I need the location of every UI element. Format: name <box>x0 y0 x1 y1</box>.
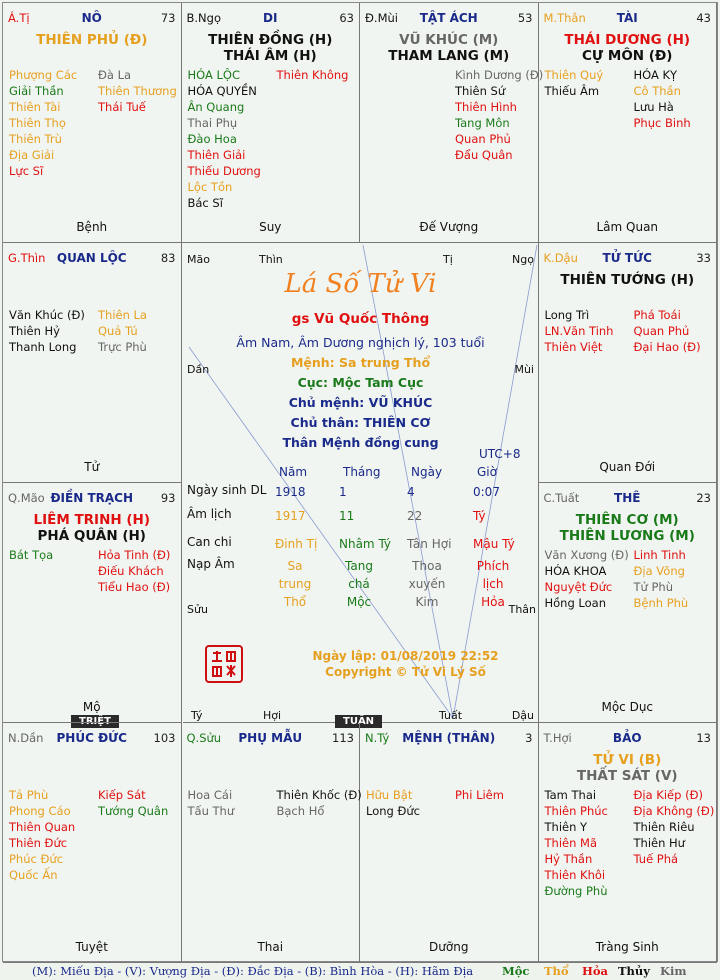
corner-ty: Tý <box>191 709 203 722</box>
table-cell: 1918 <box>275 485 306 499</box>
star-item: Đào Hoa <box>187 132 237 146</box>
palace-cell[interactable] <box>3 243 182 483</box>
star-item: Hồng Loan <box>544 596 607 610</box>
cell-stage: Tràng Sinh <box>595 940 659 954</box>
corner-than: Thân <box>508 603 536 616</box>
corner-suu: Sửu <box>187 603 208 616</box>
star-item: Lực Sĩ <box>9 164 44 178</box>
cell-stage: Tử <box>84 460 100 474</box>
star-item: HÓA QUYỀN <box>187 84 257 98</box>
star-item: Thiên La <box>98 308 147 322</box>
center-panel <box>183 243 539 723</box>
seal-stamp <box>205 645 243 683</box>
corner-ngo: Ngọ <box>512 253 534 266</box>
star-item: Quan Phủ <box>455 132 511 146</box>
cell-branch: Á.Tị <box>8 11 30 25</box>
cell-palace: THÊ <box>614 491 641 505</box>
main-star: THIÊN LƯƠNG (M) <box>559 528 695 544</box>
legend-tho: Thổ <box>544 964 569 978</box>
cell-age: 53 <box>517 11 533 25</box>
star-item: Thiếu Âm <box>544 84 600 98</box>
table-row-label: Nạp Âm <box>187 557 235 571</box>
main-star: CỰ MÔN (Đ) <box>582 48 673 64</box>
table-row-label: Ngày sinh DL <box>187 483 267 497</box>
cuc-line: Cục: Mộc Tam Cục <box>297 375 424 390</box>
cell-header <box>8 491 176 509</box>
table-cell: Nhâm Tý <box>339 537 392 551</box>
cell-header <box>8 251 176 269</box>
table-cell: 22 <box>407 509 423 523</box>
star-item: Điếu Khách <box>98 564 164 578</box>
table-col-header: Năm <box>279 465 308 479</box>
corner-ti: Tị <box>443 253 453 266</box>
owner-info: Âm Nam, Âm Dương nghịch lý, 103 tuổi <box>236 335 485 350</box>
cell-header <box>187 11 355 29</box>
cell-stage: Bệnh <box>76 220 108 234</box>
star-item: Địa Không (Đ) <box>633 804 715 818</box>
star-item: Thiên Quan <box>9 820 76 834</box>
stars-right <box>455 787 504 803</box>
legend-thuy: Thủy <box>618 964 650 978</box>
star-item: Thiên Trù <box>9 132 62 146</box>
star-item: Bệnh Phù <box>633 596 689 610</box>
star-item: Cô Thần <box>633 84 681 98</box>
cell-age: 63 <box>339 11 354 25</box>
star-item: Thiên Thọ <box>9 116 66 130</box>
star-item: Phúc Đức <box>9 852 64 866</box>
star-item: HÓA LỘC <box>187 68 241 82</box>
cell-header <box>365 11 533 29</box>
corner-tuat: Tuất <box>439 709 463 722</box>
star-item: Tuế Phá <box>633 852 679 866</box>
horoscope-chart <box>2 2 718 962</box>
cell-age: 113 <box>332 731 354 745</box>
stars-right <box>277 67 349 83</box>
table-col-header: Ngày <box>411 465 443 479</box>
main-star: PHÁ QUÂN (H) <box>37 528 146 544</box>
star-item: Nguyệt Đức <box>544 580 613 594</box>
menh-line: Mệnh: Sa trung Thổ <box>290 355 431 370</box>
star-item: Thanh Long <box>9 340 77 354</box>
table-col-header: Giờ <box>477 465 497 479</box>
than-menh-line: Thân Mệnh đồng cung <box>282 435 439 450</box>
cell-palace: TẬT ÁCH <box>419 11 478 25</box>
star-item: Linh Tinh <box>633 548 686 562</box>
palace-cell[interactable] <box>539 723 718 963</box>
star-item: Quan Phủ <box>633 324 690 338</box>
table-cell: Đinh Tị <box>275 537 318 551</box>
star-item: Quả Tú <box>98 324 138 338</box>
star-item: Phượng Các <box>9 68 78 82</box>
owner-name: gs Vũ Quốc Thông <box>291 311 430 327</box>
table-cell: 1 <box>339 485 347 499</box>
stars-right <box>634 67 691 131</box>
star-item: Long Đức <box>366 804 421 818</box>
stars-right <box>98 787 168 819</box>
stars-left <box>545 787 608 899</box>
stars-left <box>545 307 614 355</box>
cell-palace: MỆNH (THÂN) <box>402 731 496 745</box>
date-created: Ngày lập: 01/08/2019 22:52 <box>312 649 499 663</box>
cell-branch: T.Hợi <box>543 731 572 745</box>
cell-palace: PHỤ MẪU <box>238 731 303 745</box>
star-item: Phá Toái <box>633 308 681 322</box>
main-star: THIÊN PHỦ (Đ) <box>36 32 148 48</box>
star-item: Hỷ Thần <box>544 852 593 866</box>
main-star: THIÊN ĐỒNG (H) <box>208 32 333 48</box>
cell-age: 3 <box>525 731 533 745</box>
star-item: Thiên Hư <box>633 836 685 850</box>
stars-right <box>98 307 147 355</box>
cell-branch: M.Thân <box>543 11 586 25</box>
legend-text: (M): Miếu Địa - (V): Vượng Địa - (Đ): Đắc Địa - (B): Bình Hòa - (H): Hãm Địa <box>32 964 474 978</box>
palace-cell[interactable] <box>3 483 182 723</box>
star-item: Hoa Cái <box>187 788 233 802</box>
table-cell: Mậu Tý <box>473 537 515 551</box>
cell-age: 23 <box>696 491 711 505</box>
stars-left <box>545 547 629 611</box>
palace-cell[interactable] <box>539 243 718 483</box>
star-item: Phong Cáo <box>9 804 71 818</box>
table-cell: Tý <box>473 509 486 523</box>
star-item: Thiên Khôi <box>544 868 606 882</box>
star-item: Lưu Hà <box>633 100 674 114</box>
cell-age: 43 <box>696 11 711 25</box>
star-item: HÓA KỴ <box>633 68 678 82</box>
palace-cell[interactable] <box>3 3 182 243</box>
star-item: Thiên Không <box>276 68 349 82</box>
main-star: VŨ KHÚC (M) <box>399 32 499 48</box>
cell-header <box>365 731 533 749</box>
star-item: Văn Khúc (Đ) <box>9 308 85 322</box>
cell-stage: Mộ <box>82 700 101 714</box>
utc-label: UTC+8 <box>479 447 521 461</box>
star-item: Thiên Phúc <box>544 804 608 818</box>
table-cell: Phích lịch Hỏa <box>476 559 510 609</box>
corner-mao: Mão <box>187 253 210 266</box>
cell-branch: G.Thìn <box>8 251 46 265</box>
palace-cell[interactable] <box>360 723 539 963</box>
table-cell: 1917 <box>275 509 306 523</box>
cell-branch: Q.Mão <box>8 491 45 505</box>
star-item: Tam Thai <box>544 788 597 802</box>
star-item: Thiên Y <box>544 820 588 834</box>
table-cell: Thoa xuyến Kim <box>408 559 446 609</box>
cell-header <box>544 11 712 29</box>
star-item: Hữu Bật <box>366 788 413 802</box>
star-item: Thai Phụ <box>187 116 238 130</box>
table-cell: 0:07 <box>473 485 500 499</box>
star-item: Kình Dương (Đ) <box>455 68 544 82</box>
corner-dan: Dần <box>187 363 210 376</box>
star-item: Đẩu Quân <box>455 148 513 162</box>
star-item: Tử Phù <box>633 580 673 594</box>
cell-branch: Q.Sửu <box>186 731 222 745</box>
copyright: Copyright © Tử Vi Lý Số <box>325 665 486 679</box>
star-item: Lộc Tồn <box>187 180 233 194</box>
stars-right <box>455 67 543 163</box>
main-star: THẤT SÁT (V) <box>576 768 678 784</box>
star-item: Thiên Đức <box>9 836 68 850</box>
stars-right <box>634 547 689 611</box>
star-item: Phục Binh <box>633 116 691 130</box>
star-item: Bạch Hổ <box>276 804 325 818</box>
palace-cell[interactable] <box>539 483 718 723</box>
table-cell: 4 <box>407 485 415 499</box>
cell-stage: Thai <box>257 940 284 954</box>
star-item: Bác Sĩ <box>187 196 223 210</box>
table-cell: Sa trung Thổ <box>278 559 312 609</box>
cell-branch: N.Dần <box>8 731 44 745</box>
star-item: Địa Kiếp (Đ) <box>633 788 703 802</box>
star-item: Thiên Hình <box>455 100 517 114</box>
cell-header <box>544 731 712 749</box>
star-item: Giải Thần <box>9 84 64 98</box>
star-item: Đại Hao (Đ) <box>633 340 701 354</box>
star-item: Tướng Quân <box>98 804 169 818</box>
palace-cell[interactable] <box>182 3 361 243</box>
main-star: LIÊM TRINH (H) <box>33 512 151 528</box>
cell-palace: BẢO <box>612 731 642 745</box>
star-item: Long Trì <box>544 308 590 322</box>
cell-header <box>544 251 712 269</box>
star-item: Địa Giải <box>9 148 55 162</box>
main-star: THÁI ÂM (H) <box>223 48 317 64</box>
stars-right <box>277 787 362 819</box>
cell-branch: N.Tý <box>365 731 390 745</box>
corner-hoi: Hợi <box>263 709 282 722</box>
star-item: Bát Tọa <box>9 548 54 562</box>
cell-header <box>8 11 176 29</box>
cell-palace: ĐIỀN TRẠCH <box>50 491 133 505</box>
triet-tag: TRIỆT <box>71 715 119 728</box>
stars-right <box>98 547 170 595</box>
star-item: Phi Liêm <box>455 788 504 802</box>
star-item: Tang Môn <box>455 116 510 130</box>
star-item: Thiên Khốc (Đ) <box>276 788 362 802</box>
star-item: HÓA KHOA <box>544 564 607 578</box>
star-item: Thiên Việt <box>544 340 603 354</box>
palace-cell[interactable] <box>539 3 718 243</box>
star-item: Tiểu Hao (Đ) <box>98 580 171 594</box>
main-star: THIÊN CƠ (M) <box>575 512 679 528</box>
table-cell: Tang chá Mộc <box>345 559 373 609</box>
table-row-label: Can chi <box>187 535 232 549</box>
chu-than-line: Chủ thân: THIÊN CƠ <box>290 415 431 430</box>
star-item: Hỏa Tinh (Đ) <box>98 548 171 562</box>
cell-header <box>8 731 176 749</box>
star-item: Thiên Giải <box>187 148 246 162</box>
cell-branch: B.Ngọ <box>186 11 221 25</box>
cell-branch: Đ.Mùi <box>365 11 398 25</box>
corner-mui: Mùi <box>514 363 534 376</box>
cell-age: 103 <box>153 731 176 745</box>
cell-stage: Suy <box>259 220 282 234</box>
star-item: Thiên Thương <box>98 84 177 98</box>
star-item: Thiên Riêu <box>633 820 695 834</box>
legend-moc: Mộc <box>502 964 530 978</box>
cell-stage: Đế Vượng <box>419 220 479 234</box>
corner-thin: Thìn <box>259 253 283 266</box>
stars-right <box>634 307 701 355</box>
star-item: Tấu Thư <box>187 804 235 818</box>
cell-branch: K.Dậu <box>543 251 578 265</box>
star-item: Tả Phù <box>9 788 49 802</box>
stars-left <box>9 307 85 355</box>
cell-palace: QUAN LỘC <box>56 251 127 265</box>
legend-hoa: Hỏa <box>582 964 608 978</box>
star-item: Trực Phù <box>98 340 147 354</box>
cell-stage: Mộc Dục <box>601 700 654 714</box>
star-item: Quốc Ấn <box>9 868 58 882</box>
cell-stage: Quan Đới <box>599 460 656 474</box>
star-item: Ân Quang <box>187 100 245 114</box>
palace-cell[interactable] <box>3 723 182 963</box>
star-item: Đường Phù <box>544 884 608 898</box>
main-star: TỬ VI (B) <box>593 752 662 768</box>
table-row-label: Âm lịch <box>187 507 232 521</box>
star-item: LN.Văn Tinh <box>544 324 614 338</box>
star-item: Thiên Hỷ <box>9 324 60 338</box>
stars-left <box>545 67 604 99</box>
star-item: Thiên Quý <box>544 68 604 82</box>
stars-right <box>98 67 177 115</box>
palace-cell[interactable] <box>360 3 544 243</box>
cell-header <box>187 731 355 749</box>
cell-age: 33 <box>696 251 711 265</box>
table-col-header: Tháng <box>343 465 381 479</box>
star-item: Thiếu Dương <box>187 164 261 178</box>
stars-right <box>634 787 715 867</box>
cell-age: 13 <box>696 731 711 745</box>
cell-age: 83 <box>160 251 176 265</box>
legend <box>0 962 720 980</box>
table-cell: 11 <box>339 509 355 523</box>
main-star: THÁI DƯƠNG (H) <box>564 32 691 48</box>
cell-header <box>544 491 712 509</box>
legend-kim: Kim <box>660 964 687 978</box>
stars-left <box>9 547 53 563</box>
chart-title: Lá Số Tử Vi <box>284 269 437 299</box>
star-item: Thiên Mã <box>544 836 597 850</box>
star-item: Đà La <box>98 68 132 82</box>
star-item: Văn Xương (Đ) <box>544 548 629 562</box>
stars-left <box>9 67 77 179</box>
star-item: Kiếp Sát <box>98 788 146 802</box>
tuan-tag: TUẦN <box>335 715 382 728</box>
chu-menh-line: Chủ mệnh: VŨ KHÚC <box>288 395 433 410</box>
stars-left <box>188 787 235 819</box>
table-cell: Tân Hợi <box>407 537 452 551</box>
stars-left <box>9 787 75 883</box>
stars-left <box>366 787 420 819</box>
cell-age: 73 <box>160 11 176 25</box>
cell-age: 93 <box>160 491 176 505</box>
star-item: Địa Võng <box>633 564 685 578</box>
star-item: Thiên Sứ <box>455 84 506 98</box>
star-item: Thiên Tài <box>9 100 61 114</box>
main-star: THIÊN TƯỚNG (H) <box>560 272 695 288</box>
stars-left <box>188 67 261 211</box>
cell-palace: TÀI <box>616 11 638 25</box>
cell-stage: Dưỡng <box>429 940 469 954</box>
cell-palace: DI <box>263 11 278 25</box>
main-star: THAM LANG (M) <box>388 48 510 64</box>
cell-stage: Lâm Quan <box>596 220 659 234</box>
cell-palace: TỬ TỨC <box>602 251 652 265</box>
star-item: Thái Tuế <box>98 100 146 114</box>
cell-branch: C.Tuất <box>543 491 580 505</box>
cell-palace: NÔ <box>81 11 102 25</box>
palace-cell[interactable] <box>182 723 361 963</box>
corner-dau: Dậu <box>511 709 534 722</box>
cell-palace: PHÚC ĐỨC <box>56 731 127 745</box>
cell-stage: Tuyệt <box>75 940 108 954</box>
